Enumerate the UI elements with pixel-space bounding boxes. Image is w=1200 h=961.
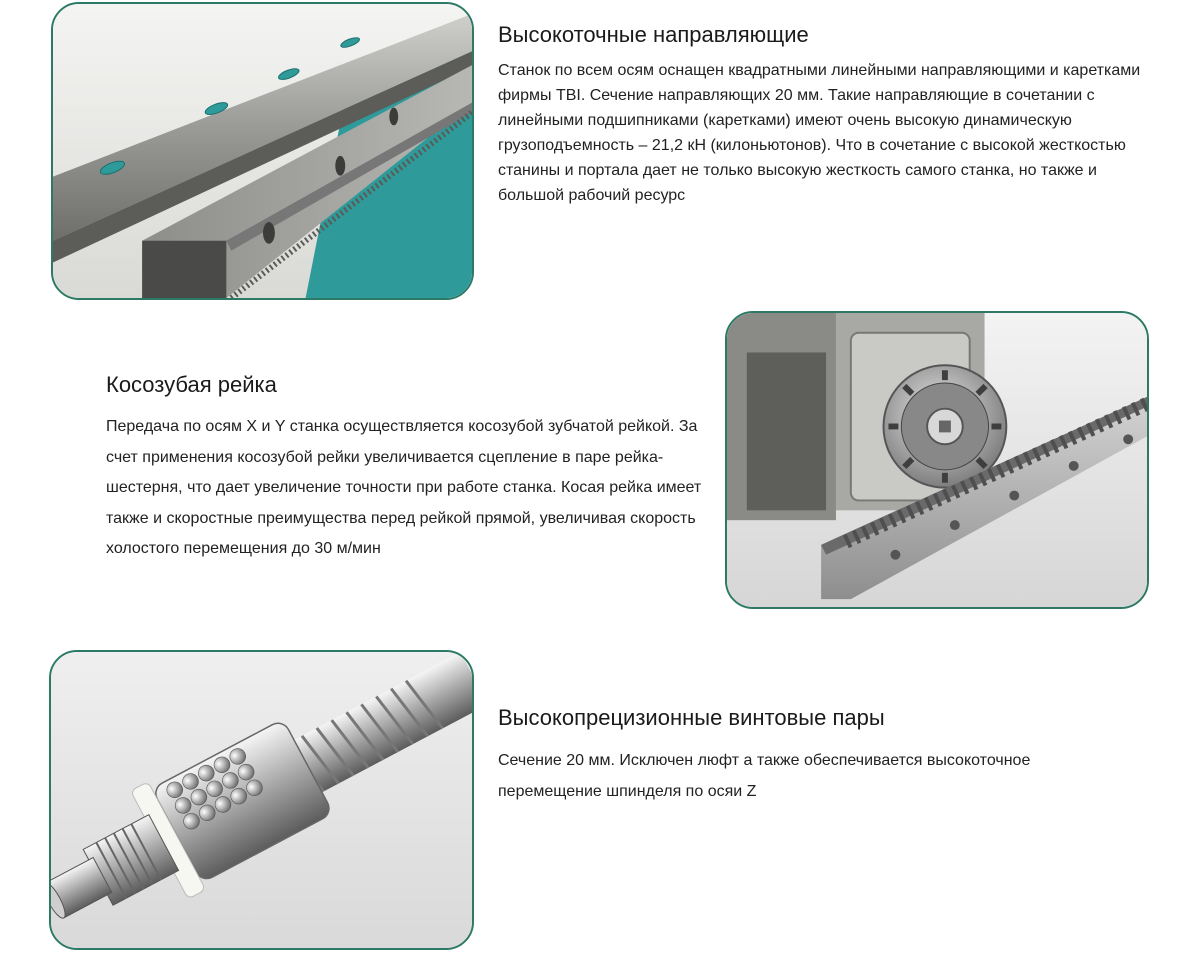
- section-text: Сечение 20 мм. Исключен люфт а также обеспечивается высокоточное перемещение шпинделя по осяи Z: [498, 752, 1031, 800]
- section-title: Высокоточные направляющие: [498, 22, 809, 47]
- section-linear-guides: [498, 21, 1158, 208]
- helical-rack-gear-photo: [725, 311, 1149, 609]
- section-title: Высокопрецизионные винтовые пары: [498, 705, 885, 730]
- section-ball-screws: [498, 704, 1098, 807]
- section-text: Станок по всем осям оснащен квадратными линейными направляющими и каретками фирмы TBI. Сечение направляющих 20 мм. Такие направляющие в сочетании с линейными подшипниками (каретками) имеют очень высокую динамическую грузоподъемность – 21,2 кН (килоньютонов). Что в сочетание с высокой жесткостью станины и портала дает не только высокую жесткость самого станка, но также и большой рабочий ресурс: [498, 62, 1141, 204]
- ball-screw-photo: [49, 650, 474, 950]
- section-title: Косозубая рейка: [106, 372, 277, 397]
- linear-guide-rail-photo: [51, 2, 474, 300]
- section-text: Передача по осям X и Y станка осуществляется косозубой зубчатой рейкой. За счет применения косозубой рейки увеличивается сцепление в паре рейка-шестерня, что дает увеличение точности при работе станка. Косая рейка имеет также и скоростные преимущества перед рейкой прямой, увеличивая скорость холостого перемещения до 30 м/мин: [106, 418, 702, 557]
- section-helical-rack: [106, 371, 706, 565]
